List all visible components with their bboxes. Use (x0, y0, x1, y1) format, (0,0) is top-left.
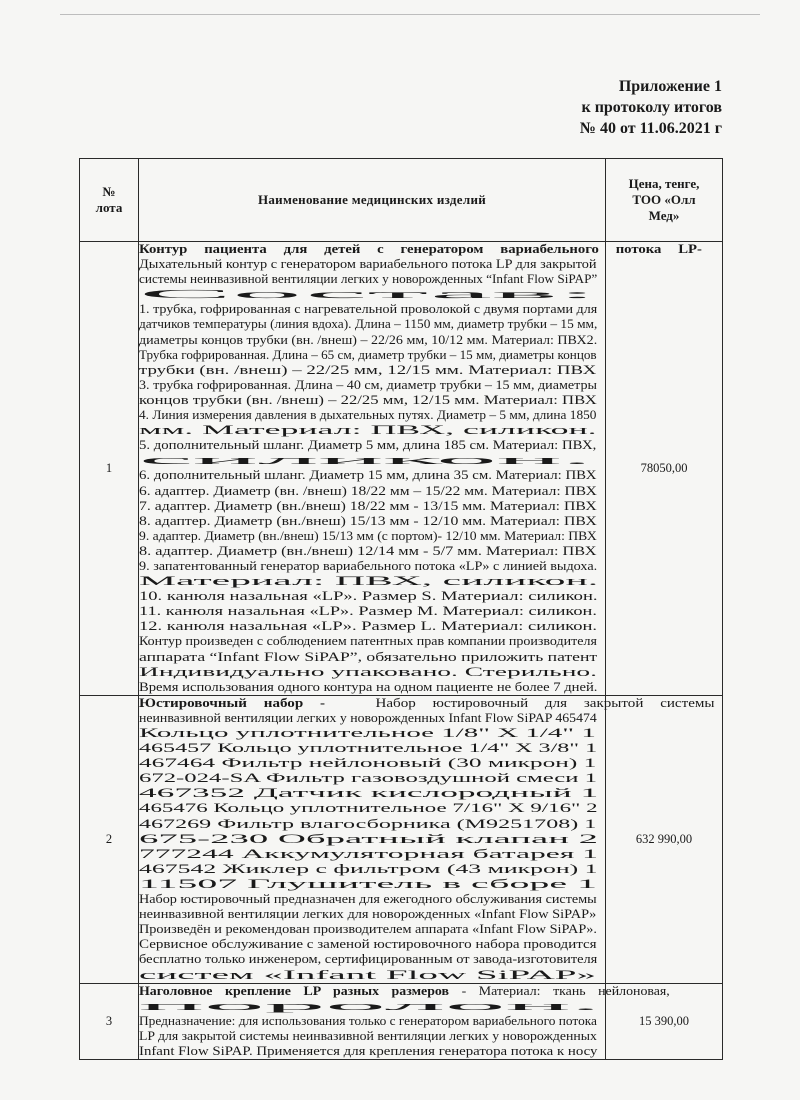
lot-number: 1 (80, 242, 139, 696)
description-line: 11507 Глушитель в сборе 1 (139, 876, 597, 891)
description-line: 9. запатентованный генератор вариабельного потока «LP» с линией выдоха. (139, 558, 598, 573)
description-line: трубки (вн. /внеш) – 22/25 мм, 12/15 мм. Материал: ПВХ (139, 362, 597, 377)
scan-edge (60, 0, 760, 15)
description-line: 8. адаптер. Диаметр (вн./внеш) 12/14 мм - 5/7 мм. Материал: ПВХ (139, 543, 597, 558)
description-line: диаметры концов трубки (вн. /внеш) – 22/26 мм, 10/12 мм. Материал: ПВХ2. (139, 332, 598, 347)
description-line: 5. дополнительный шланг. Диаметр 5 мм, длина 185 см. Материал: ПВХ, (139, 438, 597, 453)
protocol-ref: к протоколу итогов (581, 99, 722, 116)
description-line: 675-230 Обратный клапан 2 (139, 831, 599, 846)
description-line: 672-024-SA Фильтр газовоздушной смеси 1 (139, 771, 598, 786)
description-line: датчиков температуры (линия вдоха). Длина – 1150 мм, диаметр трубки – 15 мм, (139, 317, 598, 332)
description-line: 467542 Жиклер с фильтром (43 микрон) 1 (139, 861, 598, 876)
description-line: 7. адаптер. Диаметр (вн./внеш) 18/22 мм - 13/15 мм. Материал: ПВХ (139, 498, 597, 513)
description-line: силикон. (139, 453, 593, 468)
description-line: 467269 Фильтр влагосборника (M9251708) 1 (139, 816, 597, 831)
description-line: 6. адаптер. Диаметр (вн. /внеш) 18/22 мм – 15/22 мм. Материал: ПВХ (139, 483, 597, 498)
description-line: Состав: (139, 287, 597, 302)
price-cell: 632 990,00 (606, 695, 723, 983)
description-line: Дыхательный контур с генератором вариабельного потока LP для закрытой (139, 257, 597, 272)
description-line: Трубка гофрированная. Длина – 65 см, диаметр трубки – 15 мм, диаметры концов (139, 347, 597, 362)
product-name-header: Наименование медицинских изделий (139, 159, 606, 242)
description-line: 11. канюля назальная «LP». Размер M. Материал: силикон. (139, 604, 597, 619)
description-line: аппарата “Infant Flow SiPAP”, обязательно приложить патент (139, 649, 598, 664)
protocol-number-date: № 40 от 11.06.2021 г (579, 120, 722, 137)
description-line: систем «Infant Flow SiPAP» (139, 967, 597, 982)
description-line: концов трубки (вн. /внеш) – 22/25 мм, 12/15 мм. Материал: ПВХ (139, 392, 597, 407)
description-line: Индивидуально упаковано. Стерильно. (139, 664, 598, 679)
product-title: Юстировочный набор - (139, 695, 326, 710)
description-line: неинвазивной вентиляции легких у новорожденных Infant Flow SiPAP 465474 (139, 710, 597, 725)
description-line: мм. Материал: ПВХ, силикон. (139, 423, 597, 438)
description-line: Контур произведен с соблюдением патентных прав компании производителя (139, 634, 597, 649)
appendix-title: Приложение 1 (618, 78, 722, 95)
lot-number: 3 (80, 983, 139, 1059)
price-cell: 78050,00 (606, 242, 723, 696)
description-line: Предназначение: для использования только с генератором вариабельного потока (139, 1013, 597, 1028)
description-line: 3. трубка гофрированная. Длина – 40 см, диаметр трубки – 15 мм, диаметры (139, 377, 598, 392)
lot-number: 2 (80, 695, 139, 983)
product-title: Наголовное крепление LP разных размеров (139, 983, 450, 998)
description-line: 465476 Кольцо уплотнительное 7/16" X 9/16" 2 (139, 801, 598, 816)
description-lines (139, 257, 605, 695)
description-line: Произведён и рекомендован производителем аппарата «Infant Flow SiPAP». (139, 922, 597, 937)
description-line: 467464 Фильтр нейлоновый (30 микрон) 1 (139, 756, 597, 771)
description-line: неинвазивной вентиляции легких для новорожденных «Infant Flow SiPAP» (139, 907, 597, 922)
price-cell: 15 390,00 (606, 983, 723, 1059)
table-header-row (80, 159, 723, 242)
product-title-rest: Набор юстировочный для закрытой системы (375, 695, 715, 710)
description-line: Материал: ПВХ, силикон. (139, 574, 599, 589)
description-line: Infant Flow SiPAP. Применяется для крепления генератора потока к носу (139, 1043, 598, 1058)
table-row (80, 983, 723, 1059)
lot-number-header (80, 159, 139, 242)
price-header-text: Цена, тенге, ТОО «Олл Мед» (628, 176, 700, 223)
table-row (80, 695, 723, 983)
description-line: 1. трубка, гофрированная с нагревательной проволокой с двумя портами для (139, 302, 598, 317)
description-lines (139, 999, 605, 1059)
description-line: 9. адаптер. Диаметр (вн./внеш) 15/13 мм (с портом)- 12/10 мм. Материал: ПВХ (139, 528, 597, 543)
lots-table (79, 158, 723, 1060)
description-line: Набор юстировочный предназначен для ежегодного обслуживания системы (139, 892, 597, 907)
price-header (606, 159, 723, 242)
product-title-line (139, 696, 715, 711)
description-line: Кольцо уплотнительное 1/8" X 1/4" 1 (139, 726, 596, 740)
lot-number-header-text: № лота (95, 184, 123, 215)
description-line: 10. канюля назальная «LP». Размер S. Материал: силикон. (139, 589, 598, 604)
description-line: Сервисное обслуживание с заменой юстировочного набора проводится (139, 937, 597, 952)
product-title-rest: - Материал: ткань нейлоновая, (461, 983, 670, 998)
description-line: Время использования одного контура на одном пациенте не более 7 дней. (139, 679, 598, 694)
description-line: 12. канюля назальная «LP». Размер L. Материал: силикон. (139, 619, 598, 634)
description-line: 465457 Кольцо уплотнительное 1/4" X 3/8" 1 (139, 741, 598, 756)
description-line: 8. адаптер. Диаметр (вн./внеш) 15/13 мм - 12/10 мм. Материал: ПВХ (139, 513, 597, 528)
product-title: Контур пациента для детей с генератором вариабельного потока LP- (139, 242, 702, 256)
description-lines (139, 711, 605, 983)
description-line: системы неинвазивной вентиляции легких у новорожденных “Infant Flow SiPAP” (139, 272, 598, 287)
product-title-line (139, 984, 670, 999)
description-line: поролон. (139, 998, 601, 1013)
description-line: 467352 Датчик кислородный 1 (139, 786, 599, 801)
description-line: 777244 Аккумуляторная батарея 1 (139, 846, 598, 861)
description-line: 4. Линия измерения давления в дыхательных путях. Диаметр – 5 мм, длина 1850 (139, 408, 597, 423)
table-row (80, 242, 723, 696)
description-line: 6. дополнительный шланг. Диаметр 15 мм, длина 35 см. Материал: ПВХ (139, 468, 597, 483)
description-line: LP для закрытой системы неинвазивной вентиляции легких у новорожденных (139, 1028, 597, 1043)
appendix-header (580, 76, 722, 139)
description-line: бесплатно только инженером, сертифицированным от завода-изготовителя (139, 952, 598, 967)
